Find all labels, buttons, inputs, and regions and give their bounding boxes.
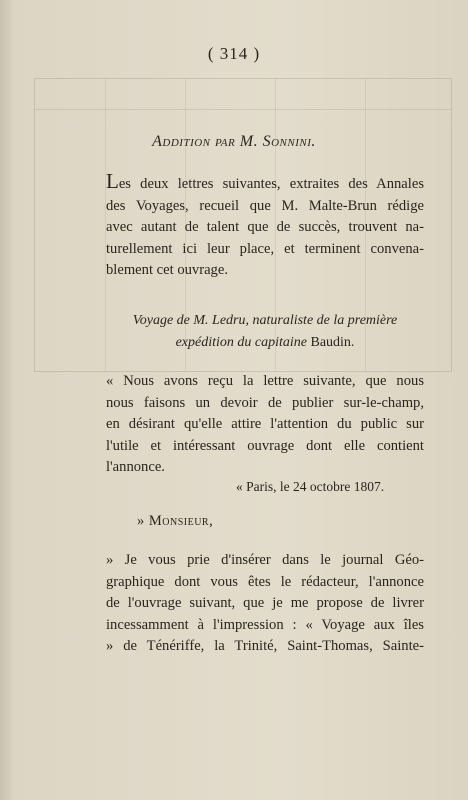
bleed-through-header bbox=[35, 87, 451, 110]
salutation-mark: » bbox=[137, 513, 145, 529]
intro-line: des Voyages, recueil que M. Malte-Brun rédige bbox=[106, 197, 424, 214]
letter-line: l'annonce. bbox=[106, 459, 165, 475]
intro-line-text: es deux lettres suivantes, extraites des Annales bbox=[118, 176, 424, 192]
subtitle-italic: expédition du capitaine bbox=[175, 335, 307, 350]
subtitle-roman: Baudin. bbox=[310, 335, 355, 350]
body-line: graphique dont vous êtes le rédacteur, l'annonce bbox=[106, 573, 424, 590]
letter-line: « Nous avons reçu la lettre suivante, que nous bbox=[106, 373, 424, 389]
editor-paragraph bbox=[106, 371, 424, 479]
letter-line: l'utile et intéressant ouvrage dont elle contient bbox=[106, 437, 424, 454]
date-line: « Paris, le 24 octobre 1807. bbox=[236, 479, 385, 494]
intro-line: blement cet ouvrage. bbox=[106, 262, 228, 278]
body-line: de l'ouvrage suivant, que je me propose de livrer bbox=[106, 595, 424, 611]
salutation-word: Monsieur, bbox=[148, 513, 214, 529]
subtitle-line bbox=[106, 332, 424, 354]
drop-cap: L bbox=[106, 169, 119, 193]
subtitle-line: Voyage de M. Ledru, naturaliste de la première bbox=[132, 313, 398, 328]
letter-subtitle bbox=[106, 310, 424, 354]
page-number: ( 314 ) bbox=[207, 44, 261, 63]
letter-line: en désirant qu'elle attire l'attention du public sur bbox=[106, 416, 424, 432]
heading-author: Sonnini. bbox=[262, 133, 316, 150]
heading-prefix: Addition par M. bbox=[152, 133, 259, 150]
letter-body bbox=[106, 550, 424, 658]
intro-paragraph bbox=[106, 169, 424, 282]
body-line: » de Ténériffe, la Trinité, Saint-Thomas, Sainte- bbox=[106, 638, 424, 654]
body-line: » Je vous prie d'insérer dans le journal Géo- bbox=[106, 552, 424, 568]
intro-line: turellement ici leur place, et terminent convena- bbox=[106, 240, 424, 257]
salutation bbox=[137, 513, 213, 530]
body-line: incessamment à l'impression : « Voyage aux îles bbox=[106, 616, 424, 633]
section-heading bbox=[0, 133, 468, 151]
intro-line: avec autant de talent que de succès, trouvent na- bbox=[106, 219, 424, 235]
letter-line: nous faisons un devoir de publier sur-le-champ, bbox=[106, 394, 424, 411]
intro-line bbox=[106, 169, 424, 196]
